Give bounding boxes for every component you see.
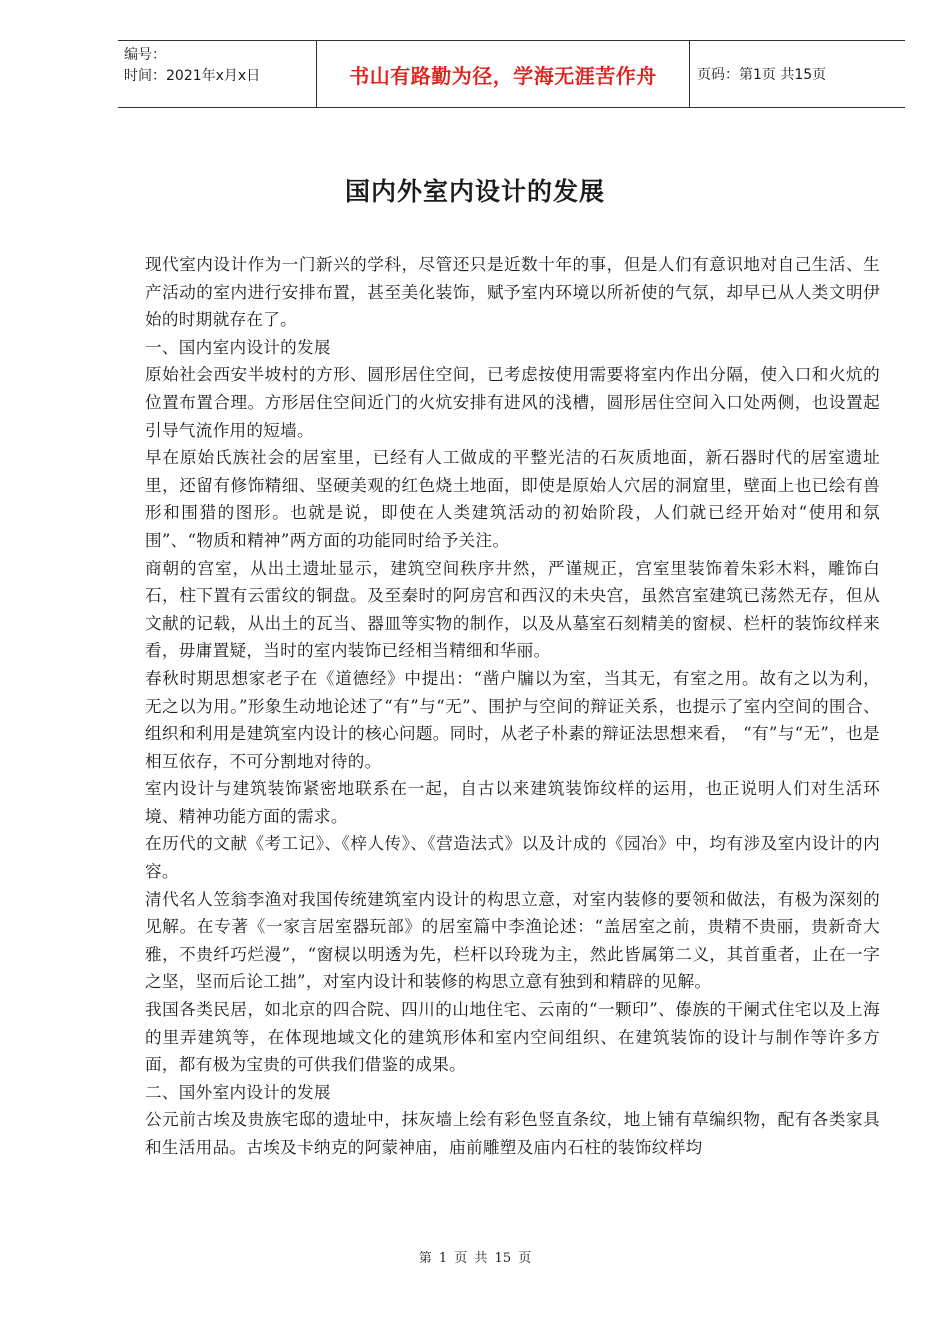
page-footer: 第 1 页 共 15 页 — [418, 1251, 532, 1266]
paragraph: 公元前古埃及贵族宅邸的遗址中，抹灰墙上绘有彩色竖直条纹，地上铺有草编织物，配有各类家具和生活用品。古埃及卡纳克的阿蒙神庙，庙前雕塑及庙内石柱的装饰纹样均 — [145, 1110, 880, 1157]
header-page-info: 页码：第1页 共15页 — [697, 67, 827, 83]
paragraph: 现代室内设计作为一门新兴的学科，尽管还只是近数十年的事，但是人们有意识地对自己生活、生产活动的室内进行安排布置，甚至美化装饰，赋予室内环境以所祈使的气氛，却早已从人类文明伊始的时期就存在了。 — [145, 255, 880, 330]
paragraph: 早在原始氏族社会的居室里，已经有人工做成的平整光洁的石灰质地面，新石器时代的居室遗址里，还留有修饰精细、坚硬美观的红色烧土地面，即使是原始人穴居的洞窟里，壁面上也已绘有兽形和围猎的图形。也就是说，即使在人类建筑活动的初始阶段，人们就已经开始对“使用和氛围”、“物质和精神”两方面的功能同时给予关注。 — [145, 448, 880, 550]
document-body — [145, 251, 880, 1162]
paragraph: 商朝的宫室，从出土遗址显示，建筑空间秩序井然，严谨规正，宫室里装饰着朱彩木料，雕饰白石，柱下置有云雷纹的铜盘。及至秦时的阿房宫和西汉的未央宫，虽然宫室建筑已荡然无存，但从文献的记载，从出土的瓦当、器皿等实物的制作，以及从墓室石刻精美的窗棂、栏杆的装饰纹样来看，毋庸置疑，当时的室内装饰已经相当精细和华丽。 — [145, 558, 880, 661]
header-meta — [118, 41, 316, 107]
header-number-label: 编号： — [124, 47, 166, 63]
header-time-label: 时间：2021年x月x日 — [124, 68, 261, 84]
section-heading: 一、国内室内设计的发展 — [145, 337, 331, 357]
paragraph: 原始社会西安半坡村的方形、圆形居住空间，已考虑按使用需要将室内作出分隔，使入口和火炕的位置布置合理。方形居住空间近门的火炕安排有进风的浅槽，圆形居住空间入口处两侧，也设置起引导气流作用的短墙。 — [145, 365, 880, 440]
paragraph: 我国各类民居，如北京的四合院、四川的山地住宅、云南的“一颗印”、傣族的干阑式住宅以及上海的里弄建筑等，在体现地域文化的建筑形体和室内空间组织、在建筑装饰的设计与制作等许多方面，都有极为宝贵的可供我们借鉴的成果。 — [145, 1000, 880, 1075]
paragraph: 室内设计与建筑装饰紧密地联系在一起，自古以来建筑装饰纹样的运用，也正说明人们对生活环境、精神功能方面的需求。 — [145, 779, 880, 826]
paragraph: 在历代的文献《考工记》、《梓人传》、《营造法式》以及计成的《园冶》中，均有涉及室内设计的内容。 — [145, 834, 880, 882]
paragraph: 清代名人笠翁李渔对我国传统建筑室内设计的构思立意，对室内装修的要领和做法，有极为深刻的见解。在专著《一家言居室器玩部》的居室篇中李渔论述：“盖居室之前，贵精不贵丽，贵新奇大雅，不贵纤巧烂漫”，“窗棂以明透为先，栏杆以玲珑为主，然此皆属第二义，其首重者，止在一字之坚，坚而后论工拙”，对室内设计和装修的构思立意有独到和精辟的见解。 — [145, 889, 880, 992]
document-header — [118, 40, 905, 108]
section-heading: 二、国外室内设计的发展 — [145, 1082, 331, 1102]
document-title: 国内外室内设计的发展 — [344, 177, 605, 206]
paragraph: 春秋时期思想家老子在《道德经》中提出：“凿户牖以为室，当其无，有室之用。故有之以为利，无之以为用。”形象生动地论述了“有”与“无”、围护与空间的辩证关系，也提示了室内空间的围合、组织和利用是建筑室内设计的核心问题。同时，从老子朴素的辩证法思想来看， “有”与“无”，也是相互依存，不可分割地对待的。 — [145, 668, 880, 771]
header-motto: 书山有路勤为径，学海无涯苦作舟 — [316, 41, 690, 107]
